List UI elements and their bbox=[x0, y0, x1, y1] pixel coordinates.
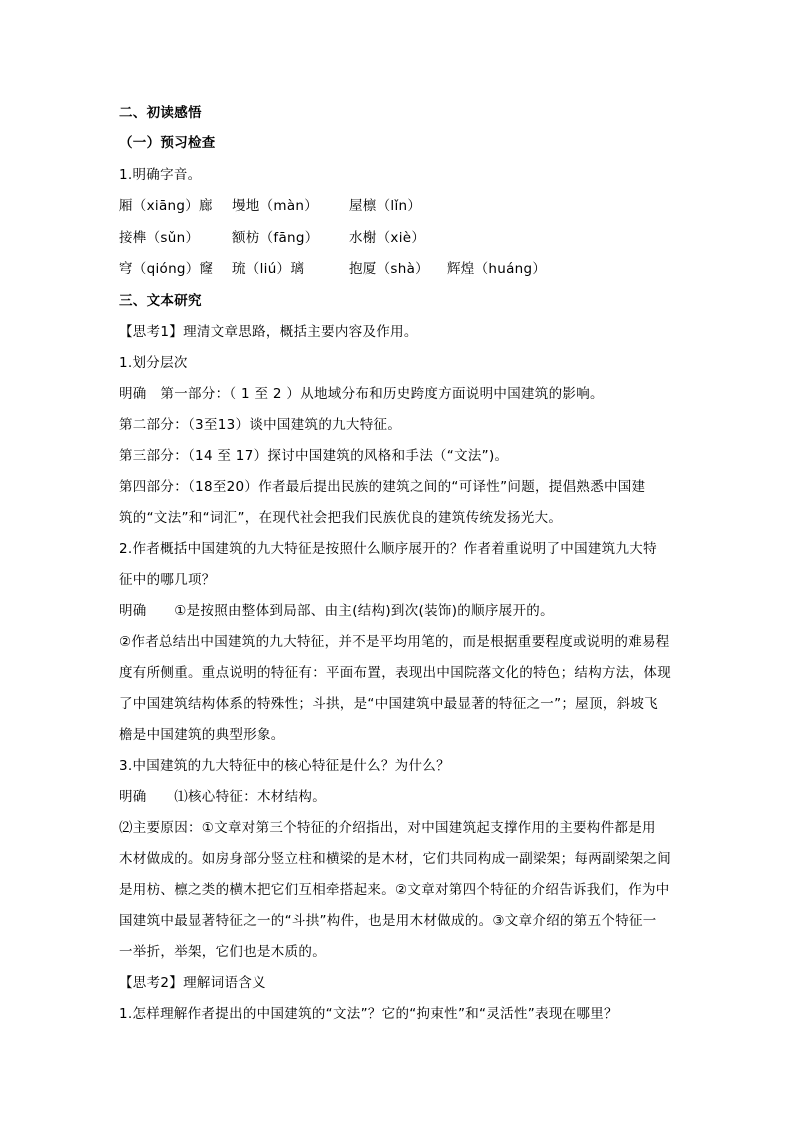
section-heading: 三、文本研究 bbox=[119, 293, 202, 309]
pronunciation-item: 穹（qióng）窿 bbox=[119, 261, 214, 277]
answer-line: ⑵主要原因：①文章对第三个特征的介绍指出，对中国建筑起支撑作用的主要构件都是用 bbox=[119, 820, 656, 836]
answer-line: 檐是中国建筑的典型形象。 bbox=[119, 727, 285, 743]
pronunciation-item: 墁地（màn） bbox=[232, 198, 319, 214]
answer-line: 是用枋、檩之类的横木把它们互相牵搭起来。②文章对第四个特征的介绍告诉我们，作为中 bbox=[119, 882, 670, 898]
pronunciation-item: 屋檩（lǐn） bbox=[349, 198, 422, 214]
answer-line: 木材做成的。如房身部分竖立柱和横梁的是木材，它们共同构成一副梁架；每两副梁架之间 bbox=[119, 851, 671, 867]
answer-line: ②作者总结出中国建筑的九大特征，并不是平均用笔的，而是根据重要程度或说明的难易程 bbox=[119, 634, 670, 650]
question-line: 1.明确字音。 bbox=[119, 167, 202, 183]
answer-line: 明确 第一部分：（ 1 至 2 ）从地域分布和历史跨度方面说明中国建筑的影响。 bbox=[119, 386, 604, 402]
pronunciation-item: 琉（liú）璃 bbox=[232, 261, 305, 277]
question-line: 1.划分层次 bbox=[119, 355, 188, 371]
section-heading: 二、初读感悟 bbox=[119, 105, 202, 121]
answer-line: 第三部分：（14 至 17）探讨中国建筑的风格和手法（“文法”)。 bbox=[119, 448, 509, 464]
answer-line: 明确 ⑴核心特征：木材结构。 bbox=[119, 789, 326, 805]
answer-line: 筑的“文法”和“词汇”，在现代社会把我们民族优良的建筑传统发扬光大。 bbox=[119, 510, 563, 526]
answer-line: 一举折，举架，它们也是木质的。 bbox=[119, 944, 326, 960]
question-line: 征中的哪几项？ bbox=[119, 572, 216, 588]
think-heading: 【思考1】理清文章思路，概括主要内容及作用。 bbox=[119, 324, 418, 340]
pronunciation-item: 辉煌（huáng） bbox=[447, 261, 547, 277]
subsection-heading: （一）预习检查 bbox=[119, 135, 216, 151]
question-line: 3.中国建筑的九大特征中的核心特征是什么？为什么？ bbox=[119, 758, 450, 774]
pronunciation-item: 额枋（fāng） bbox=[232, 230, 319, 246]
pronunciation-item: 抱厦（shà） bbox=[349, 261, 429, 277]
answer-line: 第四部分：（18至20）作者最后提出民族的建筑之间的“可译性”问题，提倡熟悉中国建 bbox=[119, 479, 646, 495]
think-heading: 【思考2】理解词语含义 bbox=[119, 975, 266, 991]
answer-line: 了中国建筑结构体系的特殊性；斗拱，是“中国建筑中最显著的特征之一”；屋顶，斜坡飞 bbox=[119, 696, 658, 712]
answer-line: 国建筑中最显著特征之一的“斗拱”构件，也是用木材做成的。③文章介绍的第五个特征一 bbox=[119, 913, 657, 929]
answer-line: 第二部分：（3至13）谈中国建筑的九大特征。 bbox=[119, 417, 402, 433]
pronunciation-item: 厢（xiāng）廊 bbox=[119, 198, 213, 214]
question-line: 1.怎样理解作者提出的中国建筑的“文法”？它的“拘束性”和“灵活性”表现在哪里？ bbox=[119, 1006, 618, 1022]
pronunciation-item: 接榫（sǔn） bbox=[119, 230, 200, 246]
answer-line: 度有所侧重。重点说明的特征有：平面布置，表现出中国院落文化的特色；结构方法，体现 bbox=[119, 665, 671, 681]
pronunciation-item: 水榭（xiè） bbox=[349, 230, 426, 246]
answer-line: 明确 ①是按照由整体到局部、由主(结构)到次(装饰)的顺序展开的。 bbox=[119, 603, 554, 619]
question-line: 2.作者概括中国建筑的九大特征是按照什么顺序展开的？作者着重说明了中国建筑九大特 bbox=[119, 541, 657, 557]
